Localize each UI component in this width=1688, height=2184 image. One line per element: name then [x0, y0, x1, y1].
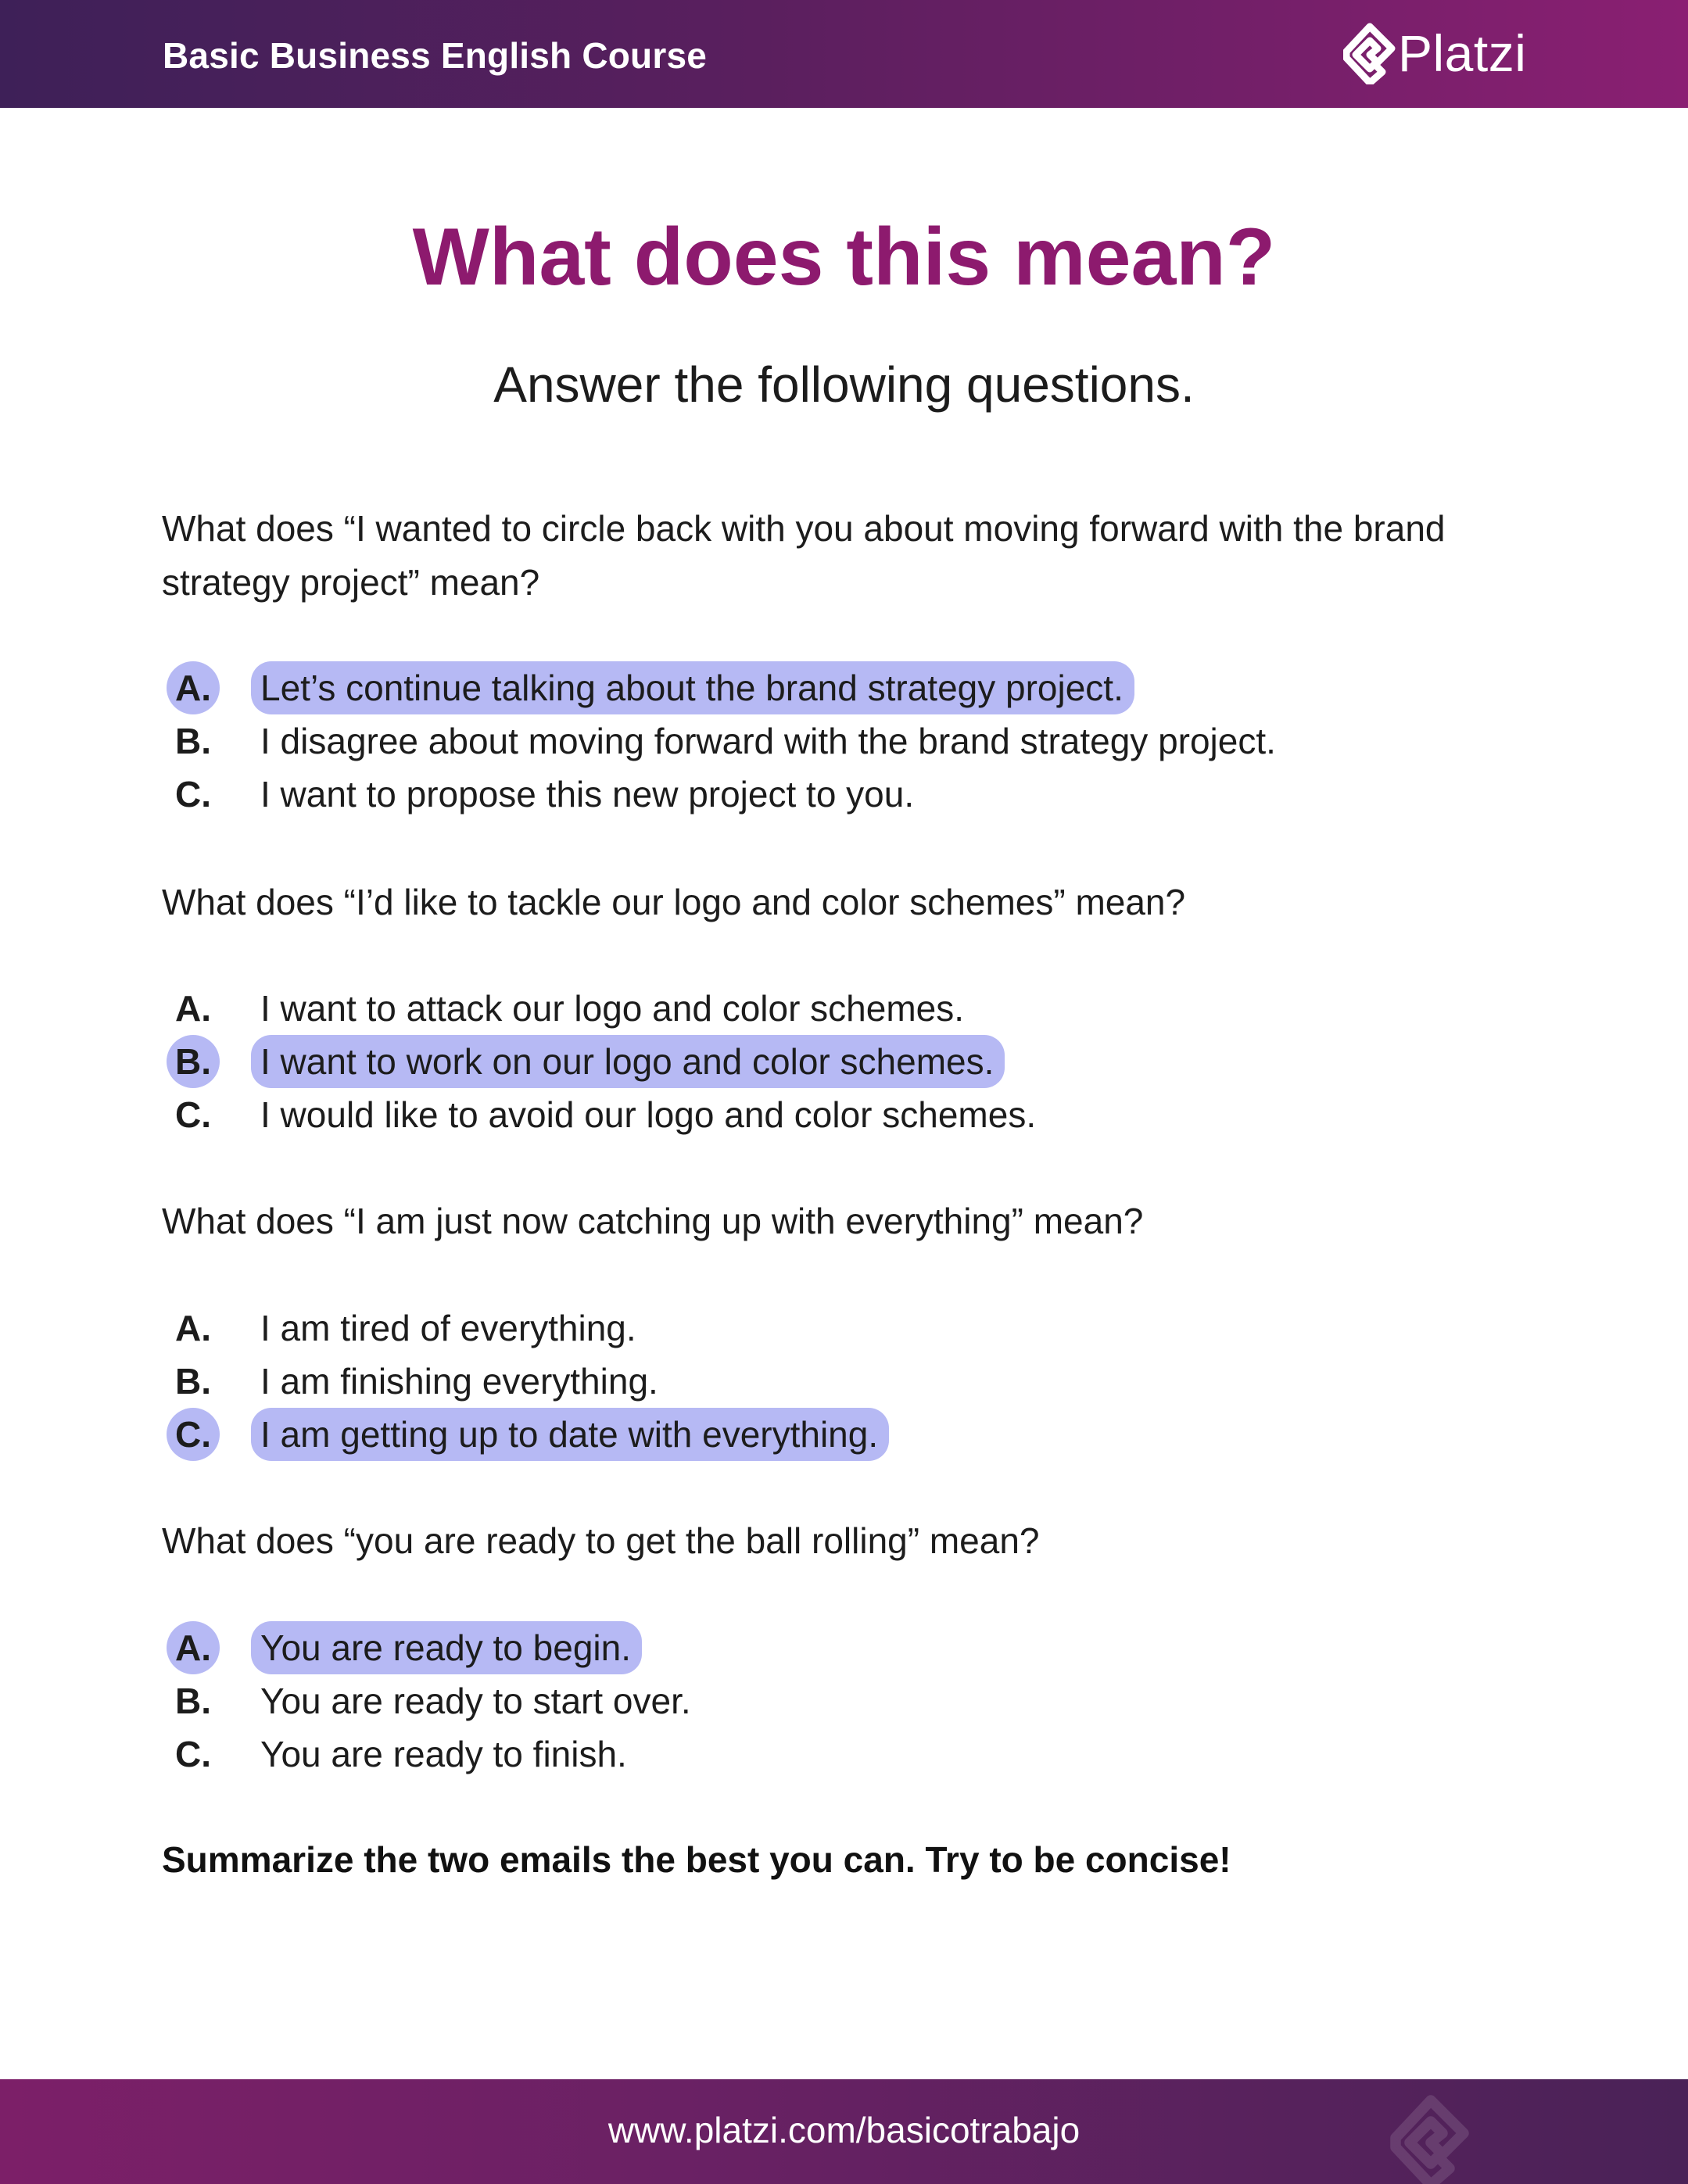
- question-1-option-a[interactable]: [162, 661, 1554, 714]
- option-text: I want to propose this new project to you.: [260, 774, 915, 815]
- option-letter: B.: [175, 1681, 211, 1721]
- question-3-option-c[interactable]: [162, 1408, 1554, 1461]
- header-bar: [0, 0, 1688, 108]
- option-text: You are ready to finish.: [260, 1734, 627, 1774]
- question-1-option-b[interactable]: [162, 714, 1554, 768]
- question-3-prompt: What does “I am just now catching up with everything” mean?: [162, 1201, 1144, 1241]
- option-text: I want to work on our logo and color schemes.: [251, 1035, 1005, 1088]
- question-1-option-c[interactable]: [162, 768, 1554, 821]
- course-title: Basic Business English Course: [163, 35, 708, 76]
- option-text: I disagree about moving forward with the brand strategy project.: [260, 721, 1276, 761]
- footer-url-link[interactable]: www.platzi.com/basicotrabajo: [607, 2110, 1081, 2150]
- question-4-option-b[interactable]: [162, 1674, 1554, 1728]
- option-letter: B.: [175, 1361, 211, 1402]
- question-2-prompt: What does “I’d like to tackle our logo and color schemes” mean?: [162, 882, 1186, 922]
- question-1-prompt: What does “I wanted to circle back with you about moving forward with the brand strategy project” mean?: [162, 508, 1446, 603]
- platzi-logo-icon: [1343, 22, 1396, 84]
- option-text: I am tired of everything.: [260, 1308, 636, 1348]
- question-4-option-a[interactable]: [162, 1621, 1554, 1674]
- option-letter: C.: [167, 1408, 220, 1461]
- option-letter: C.: [175, 1094, 211, 1135]
- option-letter: C.: [175, 1734, 211, 1774]
- question-2-option-a[interactable]: [162, 982, 1554, 1035]
- option-letter: A.: [175, 988, 211, 1029]
- question-2-option-b[interactable]: [162, 1035, 1554, 1088]
- option-letter: A.: [175, 1308, 211, 1348]
- option-text: I am getting up to date with everything.: [251, 1408, 889, 1461]
- option-text: I want to attack our logo and color schemes.: [260, 988, 965, 1029]
- option-letter: C.: [175, 774, 211, 815]
- option-letter: B.: [167, 1035, 220, 1088]
- question-4-option-c[interactable]: [162, 1728, 1554, 1781]
- question-4-prompt: What does “you are ready to get the ball rolling” mean?: [162, 1520, 1040, 1561]
- question-3-option-b[interactable]: [162, 1355, 1554, 1408]
- option-text: Let’s continue talking about the brand strategy project.: [251, 661, 1134, 714]
- option-text: You are ready to start over.: [260, 1681, 691, 1721]
- option-text: I am finishing everything.: [260, 1361, 658, 1402]
- option-letter: B.: [175, 721, 211, 761]
- option-letter: A.: [167, 1621, 220, 1674]
- question-2-option-c[interactable]: [162, 1088, 1554, 1141]
- option-letter: A.: [167, 661, 220, 714]
- platzi-logo: [1343, 22, 1526, 84]
- page-subtitle: Answer the following questions.: [493, 356, 1195, 413]
- footer-bar: [0, 2079, 1688, 2184]
- closing-instruction: Summarize the two emails the best you can. Try to be concise!: [162, 1839, 1231, 1880]
- option-text: I would like to avoid our logo and color schemes.: [260, 1094, 1037, 1135]
- option-text: You are ready to begin.: [251, 1621, 642, 1674]
- logo-text: Platzi: [1398, 24, 1527, 82]
- question-3-option-a[interactable]: [162, 1301, 1554, 1355]
- page-title: What does this mean?: [412, 212, 1276, 303]
